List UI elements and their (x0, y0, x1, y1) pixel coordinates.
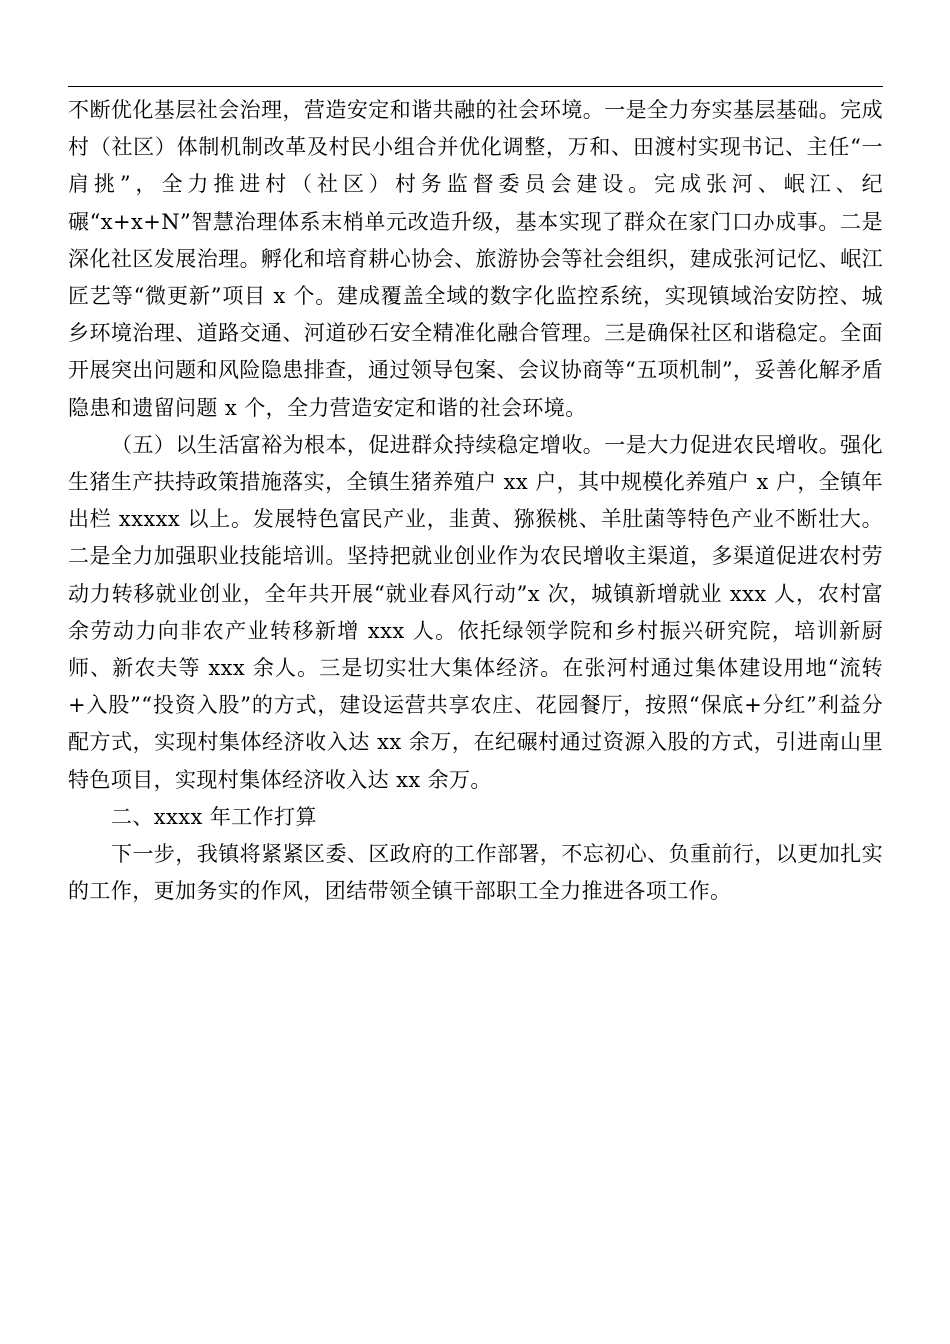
section-heading-work-plan: 二、xxxx 年工作打算 (111, 804, 317, 829)
header-rule (68, 86, 883, 87)
paragraph-next-steps: 下一步，我镇将紧紧区委、区政府的工作部署，不忘初心、负重前行，以更加扎实的工作，更加务实的作风，团结带领全镇干部职工全力推进各项工作。 (68, 842, 883, 904)
document-body (68, 92, 883, 910)
paragraph-income-growth: （五）以生活富裕为根本，促进群众持续稳定增收。一是大力促进农民增收。强化生猪生产扶持政策措施落实，全镇生猪养殖户 xx 户，其中规模化养殖户 x 户，全镇年出栏 xxxxx 以上。发展特色富民产业，韭黄、猕猴桃、羊肚菌等特色产业不断壮大。二是全力加强职业技能培训。坚持把就业创业作为农民增收主渠道，多渠道促进农村劳动力转移就业创业，全年共开展“就业春风行动”x 次，城镇新增就业 xxx 人，农村富余劳动力向非农产业转移新增 xxx 人。依托绿领学院和乡村振兴研究院，培训新厨师、新农夫等 xxx 余人。三是切实壮大集体经济。在张河村通过集体建设用地“流转+入股”“投资入股”的方式，建设运营共享农庄、花园餐厅，按照“保底+分红”利益分配方式，实现村集体经济收入达 xx 余万，在纪碾村通过资源入股的方式，引进南山里特色项目，实现村集体经济收入达 xx 余万。 (68, 432, 883, 792)
paragraph-social-governance: 不断优化基层社会治理，营造安定和谐共融的社会环境。一是全力夯实基层基础。完成村（社区）体制机制改革及村民小组合并优化调整，万和、田渡村实现书记、主任“一肩挑”，全力推进村（社区）村务监督委员会建设。完成张河、岷江、纪碾“x+x+N”智慧治理体系末梢单元改造升级，基本实现了群众在家门口办成事。二是深化社区发展治理。孵化和培育耕心协会、旅游协会等社会组织，建成张河记忆、岷江匠艺等“微更新”项目 x 个。建成覆盖全域的数字化监控系统，实现镇域治安防控、城乡环境治理、道路交通、河道砂石安全精准化融合管理。三是确保社区和谐稳定。全面开展突出问题和风险隐患排查，通过领导包案、会议协商等“五项机制”，妥善化解矛盾隐患和遗留问题 x 个，全力营造安定和谐的社会环境。 (68, 98, 883, 420)
